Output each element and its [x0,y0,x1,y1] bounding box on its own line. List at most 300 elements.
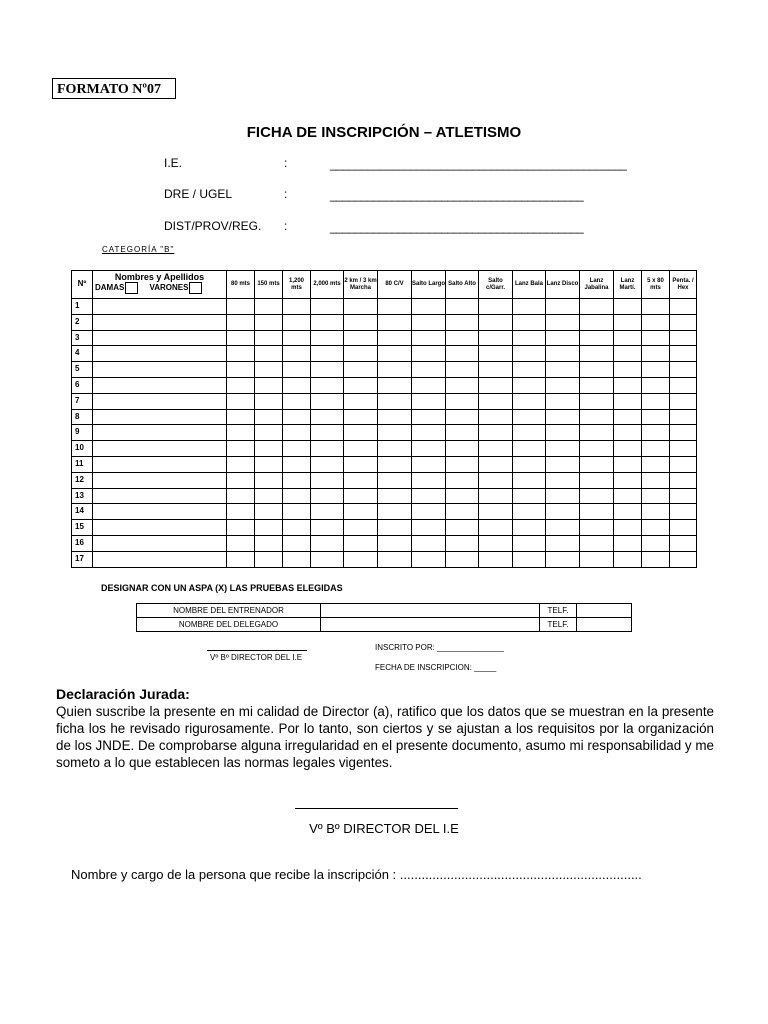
event-mark-cell[interactable] [255,488,283,504]
event-mark-cell[interactable] [546,330,580,346]
damas-checkbox[interactable] [125,282,138,294]
event-mark-cell[interactable] [642,330,670,346]
event-mark-cell[interactable] [614,409,642,425]
event-mark-cell[interactable] [412,456,446,472]
event-mark-cell[interactable] [614,299,642,315]
event-mark-cell[interactable] [513,535,546,551]
event-mark-cell[interactable] [227,456,255,472]
event-mark-cell[interactable] [227,409,255,425]
event-mark-cell[interactable] [614,330,642,346]
event-mark-cell[interactable] [513,472,546,488]
event-mark-cell[interactable] [642,441,670,457]
event-mark-cell[interactable] [670,362,697,378]
event-mark-cell[interactable] [642,362,670,378]
event-mark-cell[interactable] [614,535,642,551]
event-mark-cell[interactable] [670,551,697,567]
event-mark-cell[interactable] [670,299,697,315]
event-mark-cell[interactable] [311,377,344,393]
event-mark-cell[interactable] [513,520,546,536]
delegate-row [137,618,632,632]
event-mark-cell[interactable] [283,551,311,567]
event-mark-cell[interactable] [479,504,513,520]
event-mark-cell[interactable] [227,362,255,378]
event-mark-cell[interactable] [546,393,580,409]
form-number: FORMATO Nº07 [52,78,176,99]
event-mark-cell[interactable] [546,362,580,378]
header-name [93,271,227,299]
event-mark-cell[interactable] [378,393,412,409]
event-mark-cell[interactable] [446,425,479,441]
athlete-name-cell[interactable] [93,504,227,520]
event-mark-cell[interactable] [546,377,580,393]
event-mark-cell[interactable] [670,504,697,520]
event-mark-cell[interactable] [642,393,670,409]
athlete-name-cell[interactable] [93,314,227,330]
event-mark-cell[interactable] [344,456,378,472]
event-mark-cell[interactable] [255,472,283,488]
event-mark-cell[interactable] [446,377,479,393]
event-mark-cell[interactable] [546,456,580,472]
event-mark-cell[interactable] [255,409,283,425]
athlete-name-cell[interactable] [93,456,227,472]
event-mark-cell[interactable] [311,456,344,472]
event-mark-cell[interactable] [513,551,546,567]
event-mark-cell[interactable] [255,504,283,520]
event-mark-cell[interactable] [513,362,546,378]
signature-label: Vº Bº DIRECTOR DEL I.E [309,821,459,836]
event-mark-cell[interactable] [378,314,412,330]
event-mark-cell[interactable] [344,425,378,441]
event-mark-cell[interactable] [479,393,513,409]
event-mark-cell[interactable] [255,362,283,378]
event-mark-cell[interactable] [670,314,697,330]
event-mark-cell[interactable] [580,330,614,346]
event-mark-cell[interactable] [412,520,446,536]
event-mark-cell[interactable] [344,535,378,551]
event-mark-cell[interactable] [670,535,697,551]
event-mark-cell[interactable] [255,314,283,330]
event-mark-cell[interactable] [513,441,546,457]
event-mark-cell[interactable] [479,362,513,378]
event-mark-cell[interactable] [580,393,614,409]
event-mark-cell[interactable] [479,520,513,536]
event-mark-cell[interactable] [479,456,513,472]
event-mark-cell[interactable] [344,330,378,346]
event-mark-cell[interactable] [227,472,255,488]
event-mark-cell[interactable] [255,520,283,536]
event-mark-cell[interactable] [378,472,412,488]
event-mark-cell[interactable] [670,409,697,425]
event-mark-cell[interactable] [311,472,344,488]
event-mark-cell[interactable] [255,346,283,362]
field-colon: : [284,187,288,201]
event-mark-cell[interactable] [311,330,344,346]
event-mark-cell[interactable] [642,535,670,551]
row-number: 14 [72,504,93,520]
event-mark-cell[interactable] [344,362,378,378]
event-mark-cell[interactable] [580,425,614,441]
event-mark-cell[interactable] [446,488,479,504]
event-mark-cell[interactable] [378,535,412,551]
event-mark-cell[interactable] [642,520,670,536]
event-mark-cell[interactable] [614,362,642,378]
event-mark-cell[interactable] [446,393,479,409]
event-mark-cell[interactable] [513,425,546,441]
event-mark-cell[interactable] [412,299,446,315]
athlete-name-cell[interactable] [93,520,227,536]
event-mark-cell[interactable] [580,441,614,457]
event-mark-cell[interactable] [670,488,697,504]
event-mark-cell[interactable] [412,472,446,488]
event-mark-cell[interactable] [670,377,697,393]
event-mark-cell[interactable] [227,504,255,520]
row-number: 4 [72,346,93,362]
event-mark-cell[interactable] [513,330,546,346]
event-mark-cell[interactable] [283,472,311,488]
event-mark-cell[interactable] [283,362,311,378]
telf-field[interactable] [577,618,632,632]
event-mark-cell[interactable] [479,346,513,362]
event-mark-cell[interactable] [642,314,670,330]
event-mark-cell[interactable] [227,314,255,330]
table-row [72,299,697,315]
event-mark-cell[interactable] [446,456,479,472]
row-number: 9 [72,425,93,441]
event-mark-cell[interactable] [412,330,446,346]
event-mark-cell[interactable] [479,472,513,488]
event-mark-cell[interactable] [412,314,446,330]
event-mark-cell[interactable] [670,472,697,488]
field-line-dist-prov-reg[interactable]: _________________________________________ [330,220,584,234]
field-line-dre-ugel[interactable]: _________________________________________ [330,188,584,202]
table-row [72,520,697,536]
event-mark-cell[interactable] [642,551,670,567]
event-mark-cell[interactable] [412,425,446,441]
event-mark-cell[interactable] [378,377,412,393]
event-mark-cell[interactable] [446,504,479,520]
event-mark-cell[interactable] [546,409,580,425]
event-mark-cell[interactable] [378,441,412,457]
event-mark-cell[interactable] [446,346,479,362]
event-mark-cell[interactable] [227,441,255,457]
event-mark-cell[interactable] [283,441,311,457]
event-mark-cell[interactable] [546,488,580,504]
event-mark-cell[interactable] [412,393,446,409]
event-mark-cell[interactable] [378,299,412,315]
event-mark-cell[interactable] [344,299,378,315]
event-mark-cell[interactable] [283,314,311,330]
event-mark-cell[interactable] [580,362,614,378]
varones-checkbox[interactable] [189,282,202,294]
athlete-name-cell[interactable] [93,441,227,457]
event-mark-cell[interactable] [378,520,412,536]
event-mark-cell[interactable] [227,377,255,393]
event-mark-cell[interactable] [344,346,378,362]
event-mark-cell[interactable] [479,377,513,393]
athlete-name-cell[interactable] [93,488,227,504]
event-mark-cell[interactable] [378,409,412,425]
event-mark-cell[interactable] [344,520,378,536]
event-mark-cell[interactable] [513,346,546,362]
event-mark-cell[interactable] [614,393,642,409]
event-mark-cell[interactable] [311,520,344,536]
athlete-name-cell[interactable] [93,409,227,425]
athlete-name-cell[interactable] [93,377,227,393]
event-mark-cell[interactable] [580,488,614,504]
table-row [72,314,697,330]
event-mark-cell[interactable] [227,393,255,409]
athlete-name-cell[interactable] [93,299,227,315]
header-name-label: Nombres y Apellidos [114,271,205,282]
event-mark-cell[interactable] [227,488,255,504]
event-mark-cell[interactable] [670,346,697,362]
event-mark-cell[interactable] [446,520,479,536]
event-mark-cell[interactable] [446,551,479,567]
event-mark-cell[interactable] [642,346,670,362]
event-mark-cell[interactable] [344,504,378,520]
event-mark-cell[interactable] [412,362,446,378]
table-row [72,377,697,393]
event-mark-cell[interactable] [614,425,642,441]
event-mark-cell[interactable] [446,409,479,425]
event-mark-cell[interactable] [546,535,580,551]
event-mark-cell[interactable] [311,409,344,425]
event-mark-cell[interactable] [344,393,378,409]
event-mark-cell[interactable] [255,441,283,457]
event-mark-cell[interactable] [513,456,546,472]
event-mark-cell[interactable] [378,425,412,441]
event-mark-cell[interactable] [255,551,283,567]
event-mark-cell[interactable] [378,330,412,346]
event-mark-cell[interactable] [446,314,479,330]
event-mark-cell[interactable] [311,425,344,441]
event-mark-cell[interactable] [311,362,344,378]
event-mark-cell[interactable] [670,456,697,472]
event-mark-cell[interactable] [227,520,255,536]
event-mark-cell[interactable] [446,472,479,488]
event-mark-cell[interactable] [378,488,412,504]
telf-field[interactable] [577,604,632,618]
event-mark-cell[interactable] [642,425,670,441]
event-mark-cell[interactable] [546,299,580,315]
event-mark-cell[interactable] [546,520,580,536]
athlete-name-cell[interactable] [93,425,227,441]
event-mark-cell[interactable] [344,314,378,330]
event-mark-cell[interactable] [283,488,311,504]
event-mark-cell[interactable] [479,425,513,441]
event-mark-cell[interactable] [479,551,513,567]
event-mark-cell[interactable] [614,551,642,567]
event-mark-cell[interactable] [344,551,378,567]
event-mark-cell[interactable] [255,425,283,441]
event-mark-cell[interactable] [311,504,344,520]
event-mark-cell[interactable] [255,330,283,346]
receiver-line: Nombre y cargo de la persona que recibe la inscripción : ................................................................... [71,867,642,882]
event-mark-cell[interactable] [614,377,642,393]
event-mark-cell[interactable] [546,425,580,441]
event-mark-cell[interactable] [344,441,378,457]
event-mark-cell[interactable] [670,330,697,346]
event-mark-cell[interactable] [614,456,642,472]
event-mark-cell[interactable] [227,425,255,441]
event-mark-cell[interactable] [283,520,311,536]
event-mark-cell[interactable] [446,330,479,346]
event-mark-cell[interactable] [642,456,670,472]
athlete-name-cell[interactable] [93,535,227,551]
event-mark-cell[interactable] [479,330,513,346]
event-mark-cell[interactable] [227,535,255,551]
event-mark-cell[interactable] [580,504,614,520]
event-mark-cell[interactable] [580,535,614,551]
header-event: 2,000 mts [311,271,344,299]
event-mark-cell[interactable] [670,520,697,536]
row-number: 8 [72,409,93,425]
event-mark-cell[interactable] [255,456,283,472]
event-mark-cell[interactable] [642,504,670,520]
event-mark-cell[interactable] [479,409,513,425]
event-mark-cell[interactable] [670,393,697,409]
event-mark-cell[interactable] [283,456,311,472]
event-mark-cell[interactable] [513,314,546,330]
event-mark-cell[interactable] [311,346,344,362]
delegate-label: NOMBRE DEL DELEGADO [137,618,321,632]
event-mark-cell[interactable] [311,551,344,567]
event-mark-cell[interactable] [614,441,642,457]
event-mark-cell[interactable] [614,472,642,488]
row-number: 7 [72,393,93,409]
event-mark-cell[interactable] [283,409,311,425]
event-mark-cell[interactable] [344,472,378,488]
event-mark-cell[interactable] [642,299,670,315]
event-mark-cell[interactable] [479,299,513,315]
event-mark-cell[interactable] [412,488,446,504]
event-mark-cell[interactable] [227,551,255,567]
event-mark-cell[interactable] [311,299,344,315]
event-mark-cell[interactable] [642,409,670,425]
event-mark-cell[interactable] [546,472,580,488]
athlete-name-cell[interactable] [93,330,227,346]
athlete-name-cell[interactable] [93,346,227,362]
event-mark-cell[interactable] [642,472,670,488]
event-mark-cell[interactable] [344,409,378,425]
delegate-name-field[interactable] [321,618,540,632]
event-mark-cell[interactable] [670,441,697,457]
athlete-name-cell[interactable] [93,393,227,409]
event-mark-cell[interactable] [670,425,697,441]
event-mark-cell[interactable] [614,520,642,536]
event-mark-cell[interactable] [283,299,311,315]
event-mark-cell[interactable] [412,441,446,457]
event-mark-cell[interactable] [412,535,446,551]
event-mark-cell[interactable] [580,299,614,315]
event-mark-cell[interactable] [546,314,580,330]
event-mark-cell[interactable] [580,314,614,330]
event-mark-cell[interactable] [311,441,344,457]
event-mark-cell[interactable] [614,504,642,520]
event-mark-cell[interactable] [311,535,344,551]
event-mark-cell[interactable] [546,346,580,362]
event-mark-cell[interactable] [642,488,670,504]
event-mark-cell[interactable] [642,377,670,393]
event-mark-cell[interactable] [283,393,311,409]
athlete-name-cell[interactable] [93,362,227,378]
event-mark-cell[interactable] [614,346,642,362]
event-mark-cell[interactable] [378,504,412,520]
event-mark-cell[interactable] [479,488,513,504]
row-number: 11 [72,456,93,472]
event-mark-cell[interactable] [227,346,255,362]
event-mark-cell[interactable] [255,535,283,551]
event-mark-cell[interactable] [283,504,311,520]
event-mark-cell[interactable] [378,346,412,362]
event-mark-cell[interactable] [283,330,311,346]
event-mark-cell[interactable] [446,535,479,551]
event-mark-cell[interactable] [378,456,412,472]
event-mark-cell[interactable] [580,377,614,393]
event-mark-cell[interactable] [255,393,283,409]
event-mark-cell[interactable] [546,441,580,457]
event-mark-cell[interactable] [446,362,479,378]
event-mark-cell[interactable] [344,377,378,393]
event-mark-cell[interactable] [412,409,446,425]
event-mark-cell[interactable] [378,551,412,567]
athlete-name-cell[interactable] [93,551,227,567]
event-mark-cell[interactable] [283,377,311,393]
event-mark-cell[interactable] [283,535,311,551]
field-line-ie[interactable]: ________________________________________________ [330,157,627,171]
event-mark-cell[interactable] [446,441,479,457]
event-mark-cell[interactable] [513,377,546,393]
event-mark-cell[interactable] [378,362,412,378]
event-mark-cell[interactable] [580,409,614,425]
event-mark-cell[interactable] [255,377,283,393]
coach-name-field[interactable] [321,604,540,618]
event-mark-cell[interactable] [283,346,311,362]
event-mark-cell[interactable] [614,314,642,330]
event-mark-cell[interactable] [412,551,446,567]
event-mark-cell[interactable] [412,346,446,362]
event-mark-cell[interactable] [513,393,546,409]
event-mark-cell[interactable] [513,504,546,520]
event-mark-cell[interactable] [580,472,614,488]
event-mark-cell[interactable] [546,551,580,567]
event-mark-cell[interactable] [446,299,479,315]
event-mark-cell[interactable] [513,488,546,504]
event-mark-cell[interactable] [580,520,614,536]
event-mark-cell[interactable] [311,314,344,330]
event-mark-cell[interactable] [255,299,283,315]
event-mark-cell[interactable] [311,393,344,409]
event-mark-cell[interactable] [580,551,614,567]
event-mark-cell[interactable] [513,409,546,425]
event-mark-cell[interactable] [580,346,614,362]
event-mark-cell[interactable] [479,535,513,551]
athlete-name-cell[interactable] [93,472,227,488]
event-mark-cell[interactable] [311,488,344,504]
event-mark-cell[interactable] [513,299,546,315]
event-mark-cell[interactable] [479,314,513,330]
event-mark-cell[interactable] [283,425,311,441]
event-mark-cell[interactable] [546,504,580,520]
event-mark-cell[interactable] [412,377,446,393]
event-mark-cell[interactable] [479,441,513,457]
event-mark-cell[interactable] [614,488,642,504]
event-mark-cell[interactable] [412,504,446,520]
event-mark-cell[interactable] [344,488,378,504]
event-mark-cell[interactable] [580,456,614,472]
event-mark-cell[interactable] [227,299,255,315]
event-mark-cell[interactable] [227,330,255,346]
